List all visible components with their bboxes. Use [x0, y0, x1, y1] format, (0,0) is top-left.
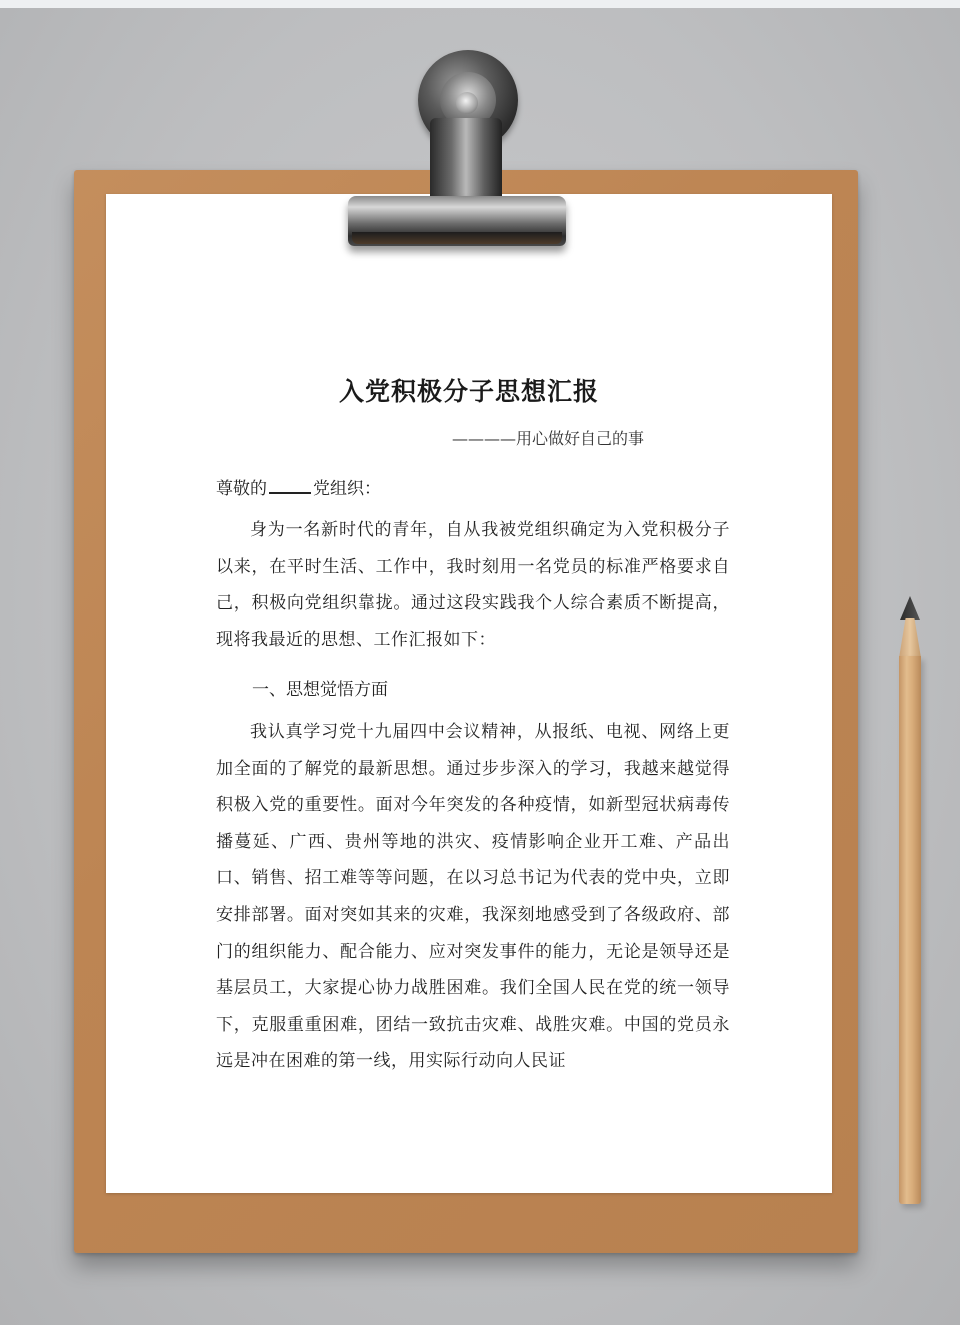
salutation-prefix: 尊敬的	[216, 479, 267, 499]
pencil	[899, 656, 921, 1204]
binder-clip-rivet	[456, 92, 478, 114]
document-title: 入党积极分子思想汇报	[338, 377, 599, 406]
paragraph-body: 我认真学习党十九届四中会议精神，从报纸、电视、网络上更加全面的了解党的最新思想。通过步步深入的学习，我越来越觉得积极入党的重要性。面对今年突发的各种疫情，如新型冠状病毒传播蔓延、广西、贵州等地的洪灾、疫情影响企业开工难、产品出口、销售、招工难等等问题，在以习总书记为代表的党中央，立即安排部署。面对突如其来的灾难，我深刻地感受到了各级政府、部门的组织能力、配合能力、应对突发事件的能力，无论是领导还是基层员工，大家提心协力战胜困难。我们全国人民在党的统一领导下，克服重重困难，团结一致抗击灾难、战胜灾难。中国的党员永远是冲在困难的第一线，用实际行动向人民证	[216, 722, 730, 1072]
binder-clip-edge	[352, 232, 562, 244]
top-strip	[0, 0, 960, 8]
pencil-tip	[900, 596, 920, 620]
pencil-sharpened-wood	[899, 618, 921, 658]
paragraph-intro: 身为一名新时代的青年，自从我被党组织确定为入党积极分子以来，在平时生活、工作中，我时刻用一名党员的标准严格要求自己，积极向党组织靠拢。通过这段实践我个人综合素质不断提高，现将我最近的思想、工作汇报如下：	[216, 520, 730, 650]
section-heading: 一、思想觉悟方面	[252, 680, 388, 700]
salutation	[216, 474, 381, 499]
binder-clip-neck	[430, 118, 502, 200]
salutation-suffix: 党组织：	[313, 479, 381, 499]
document-subtitle: ————用心做好自己的事	[452, 429, 645, 448]
blank-line	[269, 478, 311, 494]
